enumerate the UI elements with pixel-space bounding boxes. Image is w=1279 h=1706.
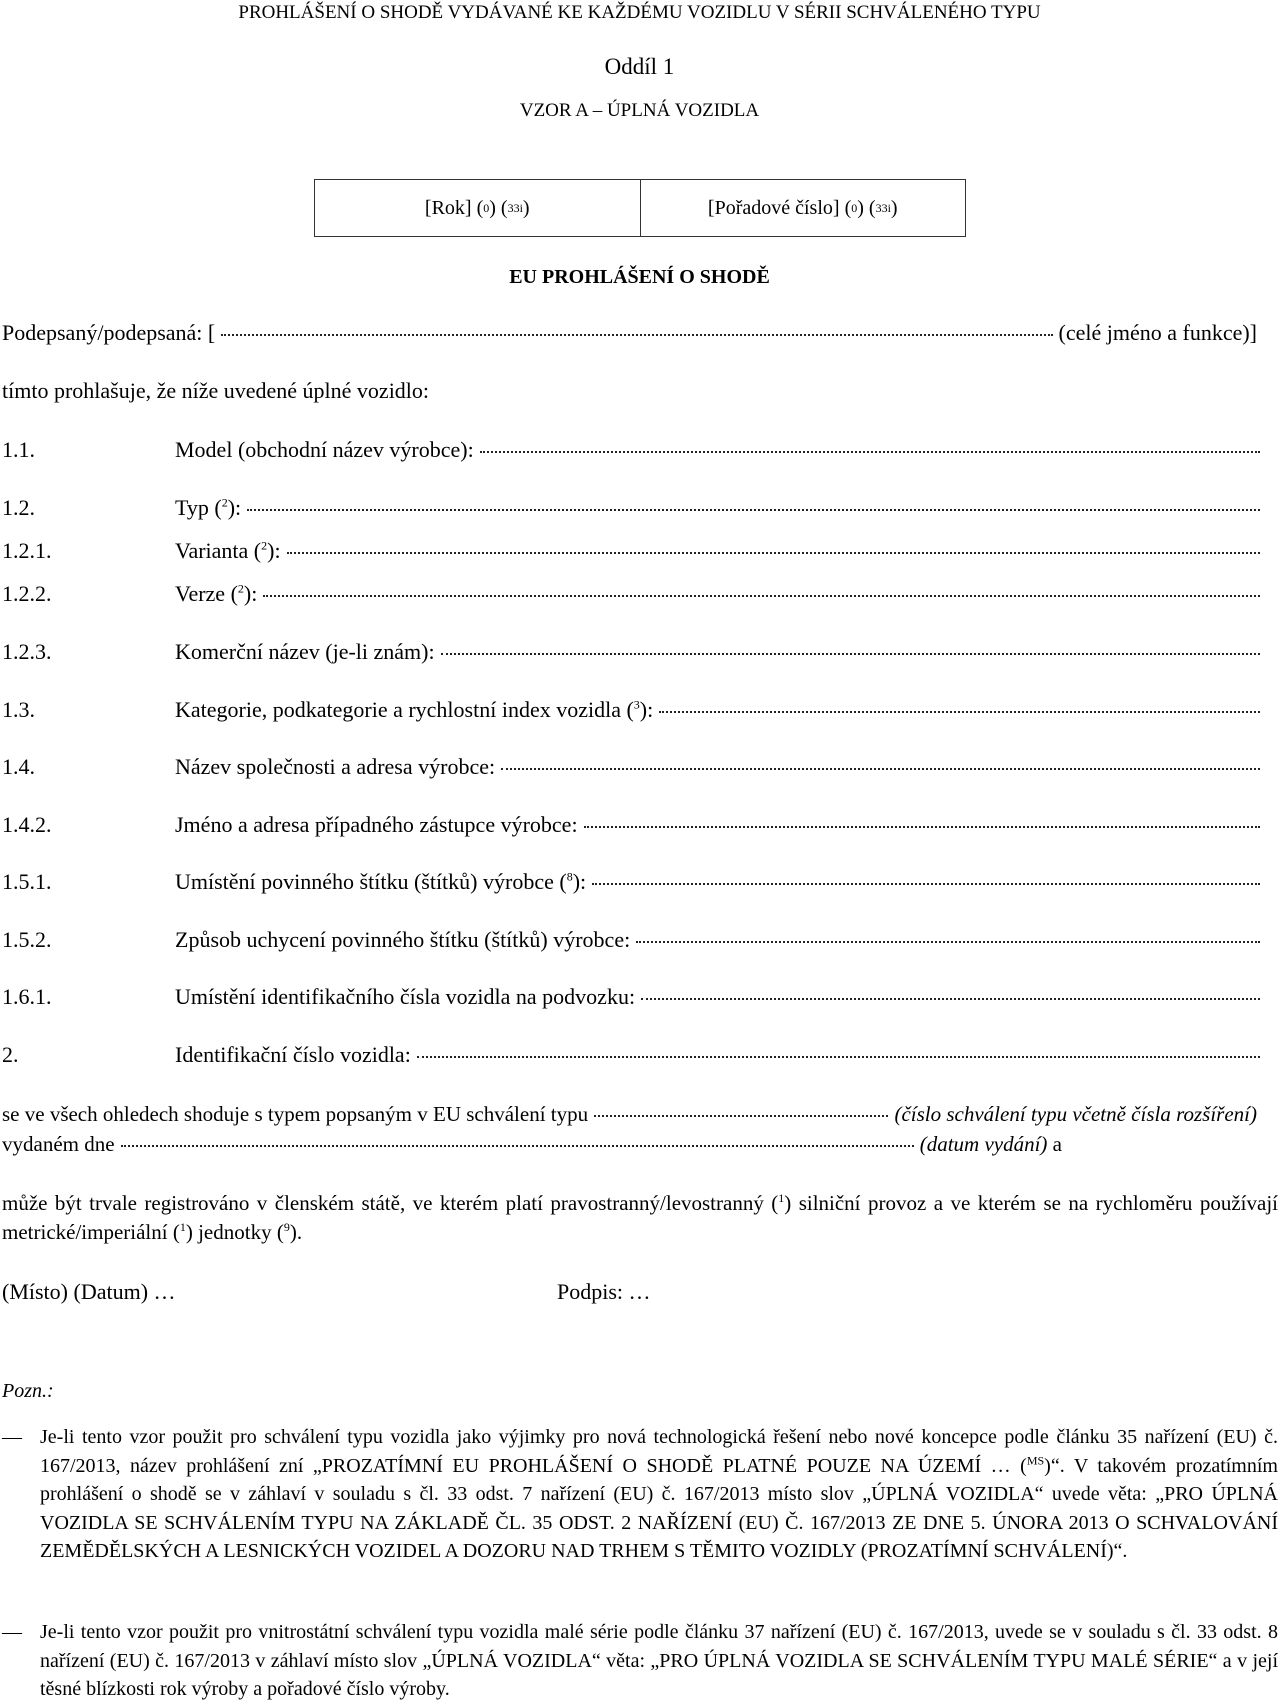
item-label: Varianta — [175, 538, 249, 563]
item-number: 1.1. — [2, 437, 35, 462]
item-number: 1.5.2. — [2, 927, 52, 952]
item-label: Identifikační číslo vozidla: — [175, 1042, 411, 1067]
item-row — [2, 697, 1260, 723]
fill-in-dots[interactable] — [263, 595, 1260, 597]
item-number: 1.6.1. — [2, 984, 52, 1009]
fill-in-dots[interactable] — [636, 941, 1260, 943]
fill-in-dots[interactable] — [659, 711, 1260, 713]
signatory-label: Podepsaný/podepsaná: [ — [2, 320, 216, 345]
item-number: 1.4. — [2, 754, 35, 779]
and-word: a — [1052, 1132, 1062, 1156]
item-row — [2, 581, 1260, 607]
note-dash: — — [2, 1621, 22, 1643]
footnote-ref: 1 — [179, 1220, 186, 1234]
fill-in-dots[interactable] — [417, 1056, 1260, 1058]
item-number: 1.4.2. — [2, 812, 52, 837]
fill-in-dots[interactable] — [641, 998, 1260, 1000]
fill-in-dots[interactable] — [121, 1145, 914, 1147]
fill-in-dots[interactable] — [584, 826, 1260, 828]
item-row — [2, 927, 1260, 953]
note-2-text: Je-li tento vzor použit pro vnitrostátní schválení typu vozidla malé série podle článku 37 nařízení (EU) č. 167/2013, uvede se v souladu s čl. 33 odst. 8 nařízení (EU) č. 167/2013 v záhlaví místo slov „ÚPLNÁ VOZIDLA“ věta: „PRO ÚPLNÁ VOZIDLA SE SCHVÁLENÍM TYPU MALÉ SÉRIE“ a v její těsné blízkosti rok výroby a pořadové číslo výroby. — [40, 1621, 1278, 1700]
item-row — [2, 1042, 1260, 1068]
item-row — [2, 754, 1260, 780]
footnote-ref: 2 — [237, 581, 244, 596]
item-footnote: ($^8$): — [553, 869, 587, 894]
item-row — [2, 495, 1260, 521]
item-row — [2, 639, 1260, 665]
section-title: Oddíl 1 — [604, 54, 675, 79]
note-text-part: )“. V takovém prozatímním prohlášení o shodě se v záhlaví v souladu s čl. 33 odst. 7 nařízení (EU) č. 167/2013 místo slov „ÚPLNÁ VOZIDLA“ uvede věta: „PRO ÚPLNÁ VOZIDLA SE SCHVÁLENÍM TYPU NA ZÁKLADĚ ČL. 35 ODST. 2 NAŘÍZENÍ (EU) Č. 167/2013 ZE DNE 5. ÚNORA 2013 O SCHVALOVÁNÍ ZEMĚDĚLSKÝCH A LESNICKÝCH VOZIDEL A DOZORU NAD TRHEM S TĚMITO VOZIDLY (PROZATÍMNÍ SCHVÁLENÍ)“. — [40, 1454, 1278, 1562]
issue-date-prefix: vydaném dne — [2, 1132, 115, 1156]
item-label: Umístění povinného štítku (štítků) výrobce — [175, 869, 554, 894]
item-label: Komerční název (je-li znám): — [175, 639, 435, 664]
item-label: Jméno a adresa případného zástupce výrobce: — [175, 812, 578, 837]
item-label: Způsob uchycení povinného štítku (štítků) výrobce: — [175, 927, 631, 952]
item-footnote: ($^2$): — [248, 538, 281, 563]
item-row — [2, 437, 1260, 463]
registration-text: ). — [289, 1220, 303, 1244]
year-serial-box — [314, 179, 966, 237]
item-label: Model (obchodní název výrobce): — [175, 437, 474, 462]
item-number: 1.3. — [2, 697, 35, 722]
footnote-ref: 3 — [633, 697, 640, 712]
item-label: Verze — [175, 581, 226, 606]
footnote-ref: 2 — [261, 538, 268, 553]
registration-text: může být trvale registrováno v členském státě, ve kterém platí pravostranný/levostranný ( — [2, 1191, 779, 1215]
item-row — [2, 984, 1260, 1010]
registration-text: ) jednotky ( — [185, 1220, 284, 1244]
signatory-suffix: (celé jméno a funkce)] — [1058, 320, 1257, 345]
item-number: 1.5.1. — [2, 869, 52, 894]
fill-in-dots[interactable] — [287, 552, 1260, 554]
item-number: 1.2.3. — [2, 639, 52, 664]
conformity-line-1 — [2, 1102, 1257, 1127]
item-row — [2, 869, 1260, 895]
declaration-title: EU PROHLÁŠENÍ O SHODĚ — [509, 266, 770, 288]
year-cell: [Rok] ( 0 ) ( 33i ) — [424, 196, 530, 219]
note-dash: — — [2, 1426, 22, 1448]
registration-text: ) silniční provoz a ve kterém se na rychloměru používají metrické/imperiální ( — [2, 1191, 1278, 1244]
footnote-ref: 1 — [778, 1191, 785, 1205]
issue-date-suffix: (datum vydání) — [919, 1132, 1048, 1156]
note-1-text — [40, 1423, 1278, 1566]
serial-label: [Pořadové číslo] — [707, 196, 840, 219]
note-1 — [2, 1423, 1278, 1566]
note-2 — [2, 1618, 1278, 1704]
serial-cell: [Pořadové číslo] ( 0 ) ( 33i ) — [640, 180, 966, 236]
model-subtitle: VZOR A – ÚPLNÁ VOZIDLA — [519, 100, 760, 121]
item-footnote: ($^2$): — [225, 581, 258, 606]
place-date-field: (Místo) (Datum) … — [2, 1279, 176, 1304]
fill-in-dots[interactable] — [221, 334, 1052, 336]
signatory-line — [2, 320, 1257, 346]
item-footnote: ($^3$): — [620, 697, 654, 722]
signature-field: Podpis: … — [557, 1279, 651, 1304]
item-number: 1.2.1. — [2, 538, 52, 563]
item-number: 1.2.2. — [2, 581, 52, 606]
conformity-suffix: (číslo schválení typu včetně čísla rozšíření) — [894, 1102, 1257, 1126]
fill-in-dots[interactable] — [441, 653, 1260, 655]
fill-in-dots[interactable] — [247, 509, 1260, 511]
item-label: Umístění identifikačního čísla vozidla na podvozku: — [175, 984, 636, 1009]
note-text-part: Je-li tento vzor použit pro schválení typu vozidla jako výjimky pro nová technologická řešení nebo nové koncepce podle článku 35 nařízení (EU) č. 167/2013, název prohlášení zní „PROZATÍMNÍ EU PROHLÁŠENÍ O SHODĚ PLATNÉ POUZE NA ÚZEMÍ … ( — [40, 1426, 1278, 1477]
fill-in-dots[interactable] — [594, 1115, 888, 1117]
footnote-ref: 8 — [566, 869, 573, 884]
item-row — [2, 538, 1260, 564]
item-number: 1.2. — [2, 495, 35, 520]
footnote-ref: MS — [1026, 1452, 1045, 1467]
conformity-line-2 — [2, 1132, 1062, 1157]
item-footnote: ($^2$): — [208, 495, 242, 520]
year-label: [Rok] — [424, 196, 472, 219]
item-label: Typ — [175, 495, 209, 520]
fill-in-dots[interactable] — [501, 768, 1260, 770]
item-number: 2. — [2, 1042, 19, 1067]
footnote-ref: 2 — [221, 495, 228, 510]
footnote-ref: 9 — [283, 1220, 290, 1234]
fill-in-dots[interactable] — [480, 451, 1260, 453]
item-label: Kategorie, podkategorie a rychlostní index vozidla — [175, 697, 621, 722]
item-label: Název společnosti a adresa výrobce: — [175, 754, 496, 779]
conformity-prefix: se ve všech ohledech shoduje s typem popsaným v EU schválení typu — [2, 1102, 589, 1126]
document-header: PROHLÁŠENÍ O SHODĚ VYDÁVANÉ KE KAŽDÉMU VOZIDLU V SÉRII SCHVÁLENÉHO TYPU — [238, 2, 1041, 23]
item-row — [2, 812, 1260, 838]
intro-text: tímto prohlašuje, že níže uvedené úplné vozidlo: — [2, 378, 430, 403]
fill-in-dots[interactable] — [592, 883, 1260, 885]
registration-paragraph — [2, 1189, 1278, 1247]
notes-label: Pozn.: — [2, 1380, 54, 1402]
